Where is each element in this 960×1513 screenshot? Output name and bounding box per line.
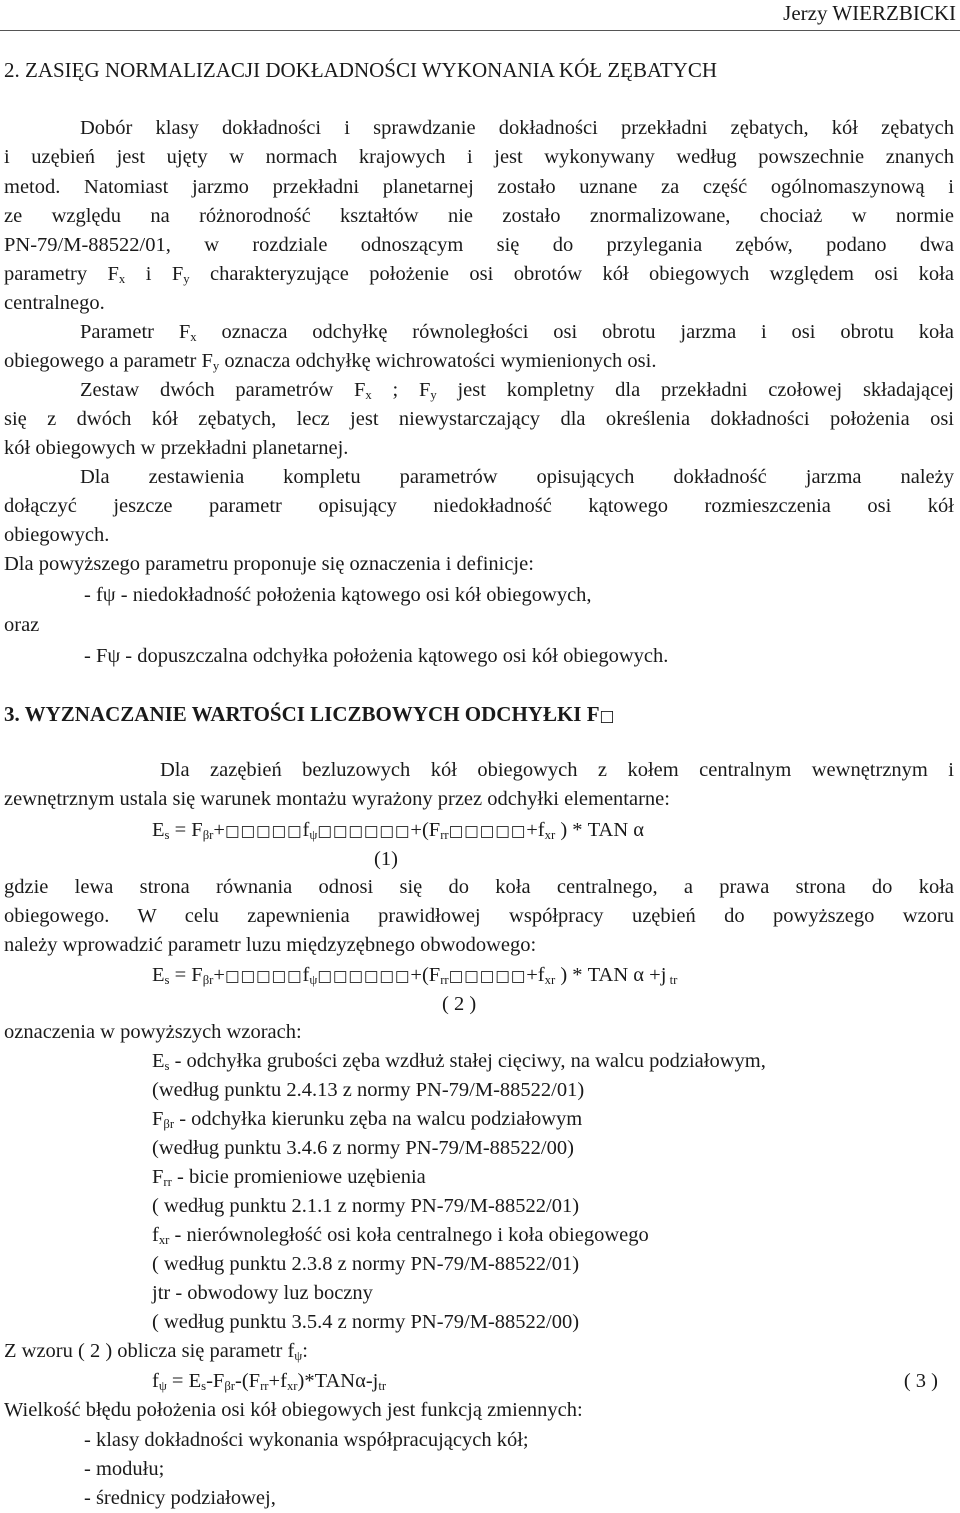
paragraph-line: należy wprowadzić parametr luzu międzyzębnego obwodowego:: [4, 934, 537, 956]
definition-item: - fψ - niedokładność położenia kątowego osi kół obiegowych,: [84, 584, 592, 606]
paragraph-line: Parametr $F_x$ oznacza odchyłkę równoległości osi obrotu jarzma i osi obrotu koła: [80, 321, 954, 344]
paragraph-line: zewnętrznym ustala się warunek montażu wyrażony przez odchyłki elementarne:: [4, 788, 670, 810]
paragraph-line: Z wzoru ( 2 ) oblicza się parametr $f_\psi$:: [4, 1340, 308, 1363]
equation-3: $f_\psi = E_s-F_{\beta r}-(F_{rr}+f_{xr})*TAN\alpha-j_{tr}$: [152, 1370, 387, 1393]
paragraph-line: Zestaw dwóch parametrów $F_x$ ; $F_y$ jest kompletny dla przekładni czołowej składającej: [80, 379, 954, 402]
list-item: - klasy dokładności wykonania współpracujących kół;: [84, 1429, 529, 1451]
notation-reference: (według punktu 2.4.13 z normy PN-79/M-88522/01): [152, 1079, 585, 1101]
paragraph-line: Dobór klasy dokładności i sprawdzanie dokładności przekładni zębatych, kół zębatych: [80, 117, 954, 139]
notation-reference: ( według punktu 3.5.4 z normy PN-79/M-88522/00): [152, 1311, 580, 1333]
header-rule: [0, 30, 960, 31]
equation-number: ( 2 ): [442, 993, 477, 1015]
author-header: Jerzy WIERZBICKI: [783, 1, 956, 25]
notation-jtr: jtr - obwodowy luz boczny: [152, 1282, 373, 1304]
paragraph-line: Dla powyższego parametru proponuje się oznaczenia i definicje:: [4, 553, 534, 575]
notation-fbr: $F_{\beta r}$ - odchyłka kierunku zęba na walcu podziałowym: [152, 1108, 583, 1131]
notation-fxr: $f_{xr}$ - nierównoległość osi koła centralnego i koła obiegowego: [152, 1224, 649, 1247]
paragraph-line: Dla zazębień bezluzowych kół obiegowych z kołem centralnym wewnętrznym i: [160, 759, 954, 781]
paragraph-line: centralnego.: [4, 292, 105, 314]
section-2-title: 2. ZASIĘG NORMALIZACJI DOKŁADNOŚCI WYKONANIA KÓŁ ZĘBATYCH: [4, 58, 717, 82]
notation-reference: (według punktu 3.4.6 z normy PN-79/M-88522/00): [152, 1137, 574, 1159]
paragraph-line: Wielkość błędu położenia osi kół obiegowych jest funkcją zmiennych:: [4, 1399, 583, 1421]
paragraph-line: się z dwóch kół zębatych, lecz jest niewystarczający dla określenia dokładności położenia osi: [4, 408, 954, 430]
paragraph-line: ze względu na różnorodność kształtów nie zostało znormalizowane, chociaż w normie: [4, 205, 954, 227]
definition-item: - Fψ - dopuszczalna odchyłka położenia kątowego osi kół obiegowych.: [84, 645, 669, 667]
equation-number: ( 3 ): [903, 1370, 938, 1392]
paragraph-line: obiegowego a parametr $F_y$ oznacza odchyłkę wichrowatości wymienionych osi.: [4, 350, 657, 373]
paragraph-line: oraz: [4, 614, 40, 636]
paragraph-line: metod. Natomiast jarzmo przekładni planetarnej zostało uznane za część ogólnomaszynową i: [4, 176, 954, 198]
equation-number: (1): [374, 848, 398, 870]
paragraph-line: parametry $F_x$ i $F_y$ charakteryzujące położenie osi obrotów kół obiegowych względem osi koła: [4, 263, 954, 286]
paragraph-line: gdzie lewa strona równania odnosi się do koła centralnego, a prawa strona do koła: [4, 876, 954, 898]
notation-frr: $F_{rr}$ - bicie promieniowe uzębienia: [152, 1166, 426, 1189]
paragraph-line: PN-79/M-88522/01, w rozdziale odnoszącym się do przylegania zębów, podano dwa: [4, 234, 954, 256]
paragraph-line: kół obiegowych w przekładni planetarnej.: [4, 437, 349, 459]
equation-1: $E_s$ = $F_{\beta r}+□□□□□f_\psi□□□□□□+(F_{rr}□□□□□+f_{xr}$ ) * TAN α: [152, 819, 645, 842]
list-item: - modułu;: [84, 1458, 165, 1480]
list-item: - średnicy podziałowej,: [84, 1487, 276, 1509]
notation-es: $E_s$ - odchyłka grubości zęba wzdłuż stałej cięciwy, na walcu podziałowym,: [152, 1050, 766, 1073]
paragraph-line: obiegowych.: [4, 524, 110, 546]
paragraph-line: oznaczenia w powyższych wzorach:: [4, 1021, 302, 1043]
notation-reference: ( według punktu 2.3.8 z normy PN-79/M-88522/01): [152, 1253, 580, 1275]
paragraph-line: i uzębień jest ujęty w normach krajowych i jest wykonywany według powszechnie znanych: [4, 146, 954, 168]
paragraph-line: dołączyć jeszcze parametr opisujący niedokładność kątowego rozmieszczenia osi kół: [4, 495, 954, 517]
equation-2: $E_s$ = $F_{\beta r}+□□□□□f_\psi□□□□□□+(F_{rr}□□□□□+f_{xr}$ ) * TAN α +j $_{tr}$: [152, 964, 678, 987]
paragraph-line: Dla zestawienia kompletu parametrów opisujących dokładność jarzma należy: [80, 466, 954, 488]
paragraph-line: obiegowego. W celu zapewnienia prawidłowej współpracy uzębień do powyższego wzoru: [4, 905, 954, 927]
notation-reference: ( według punktu 2.1.1 z normy PN-79/M-88522/01): [152, 1195, 580, 1217]
section-3-title: 3. WYZNACZANIE WARTOŚCI LICZBOWYCH ODCHYŁKI F□: [4, 702, 616, 726]
